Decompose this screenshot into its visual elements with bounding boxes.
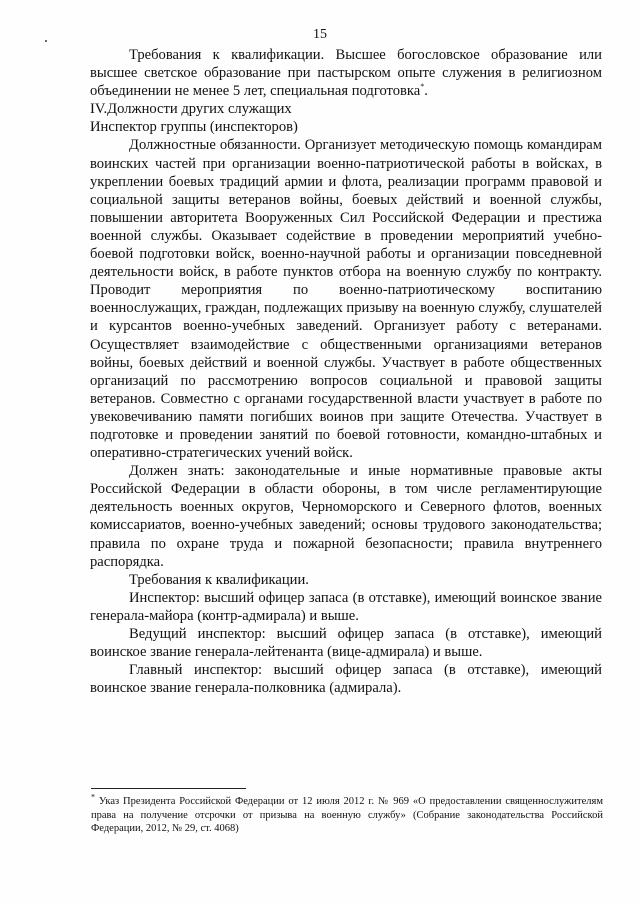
chief-inspector-requirement: Главный инспектор: высший офицер запаса (в отставке), имеющий воинское звание генерала-полковника (адмирала). [90, 662, 602, 697]
page-number: 15 [313, 27, 327, 42]
intro-tail: . [424, 83, 428, 100]
intro-footnote-mark: * [420, 82, 425, 92]
duties-paragraph: Должностные обязанности. Организует методическую помощь командирам воинских частей при организации военно-патриотической работы в войсках, в укреплении боевых традиций армии и флота, реализации программ правовой и социальной защиты ветеранов войны, боевых действий и военной службы, повышении авторитета Вооруженных Сил Российской Федерации и престижа военной службы. Оказывает содействие в проведении мероприятий учебно-боевой подготовки войск, военно-научной работы и организации повседневной деятельности войск, в работе пунктов отбора на военную службу по контракту. Проводит мероприятия по военно-патриотическому воспитанию военнослужащих, граждан, подлежащих призыву на военную службу, слушателей и курсантов военно-учебных заведений. Организует работу с ветеранами. Осуществляет взаимодействие с общественными организациями ветеранов войны, боевых действий и военной службы. Участвует в работе общественных организаций по рассмотрению вопросов социальной и правовой защиты ветеранов. Совместно с органами государственной власти участвует в работе по увековечиванию памяти погибших воинов при защите Отечества. Участвует в подготовке и проведении занятий по боевой готовности, командно-штабных и оперативно-стратегических учений войск. [90, 137, 602, 462]
footnote-divider [91, 788, 246, 789]
lead-inspector-requirement: Ведущий инспектор: высший офицер запаса (в отставке), имеющий воинское звание генерала-лейтенанта (вице-адмирала) и выше. [90, 626, 602, 661]
qualification-heading: Требования к квалификации. [129, 571, 309, 588]
intro-text: Требования к квалификации. Высшее богословское образование или высшее светское образование при пастырском опыте служения в религиозном объединении не менее 5 лет, специальная подготовка [90, 47, 602, 100]
footnote [91, 792, 603, 836]
page-body [90, 46, 602, 697]
footnote-text: Указ Президента Российской Федерации от 12 июля 2012 г. № 969 «О предоставлении священнослужителям права на получение отсрочки от призыва на военную службу» (Собрание законодательства Российской Федерации, 2012, № 29, ст. 4068) [91, 796, 603, 834]
inspector-requirement: Инспектор: высший офицер запаса (в отставке), имеющий воинское звание генерала-майора (контр-адмирала) и выше. [90, 589, 602, 624]
footnote-mark: * [91, 792, 95, 802]
intro-paragraph [90, 46, 602, 100]
must-know-paragraph: Должен знать: законодательные и иные нормативные правовые акты Российской Федерации в области обороны, в том числе регламентирующие деятельность военных округов, Черноморского и Северного флотов, военных комиссариатов, военно-учебных заведений; основы трудового законодательства; правила по охране труда и пожарной безопасности; правила внутреннего распорядка. [90, 463, 602, 570]
position-heading: Инспектор группы (инспекторов) [90, 119, 298, 136]
section-heading: IV.Должности других служащих [90, 101, 292, 118]
